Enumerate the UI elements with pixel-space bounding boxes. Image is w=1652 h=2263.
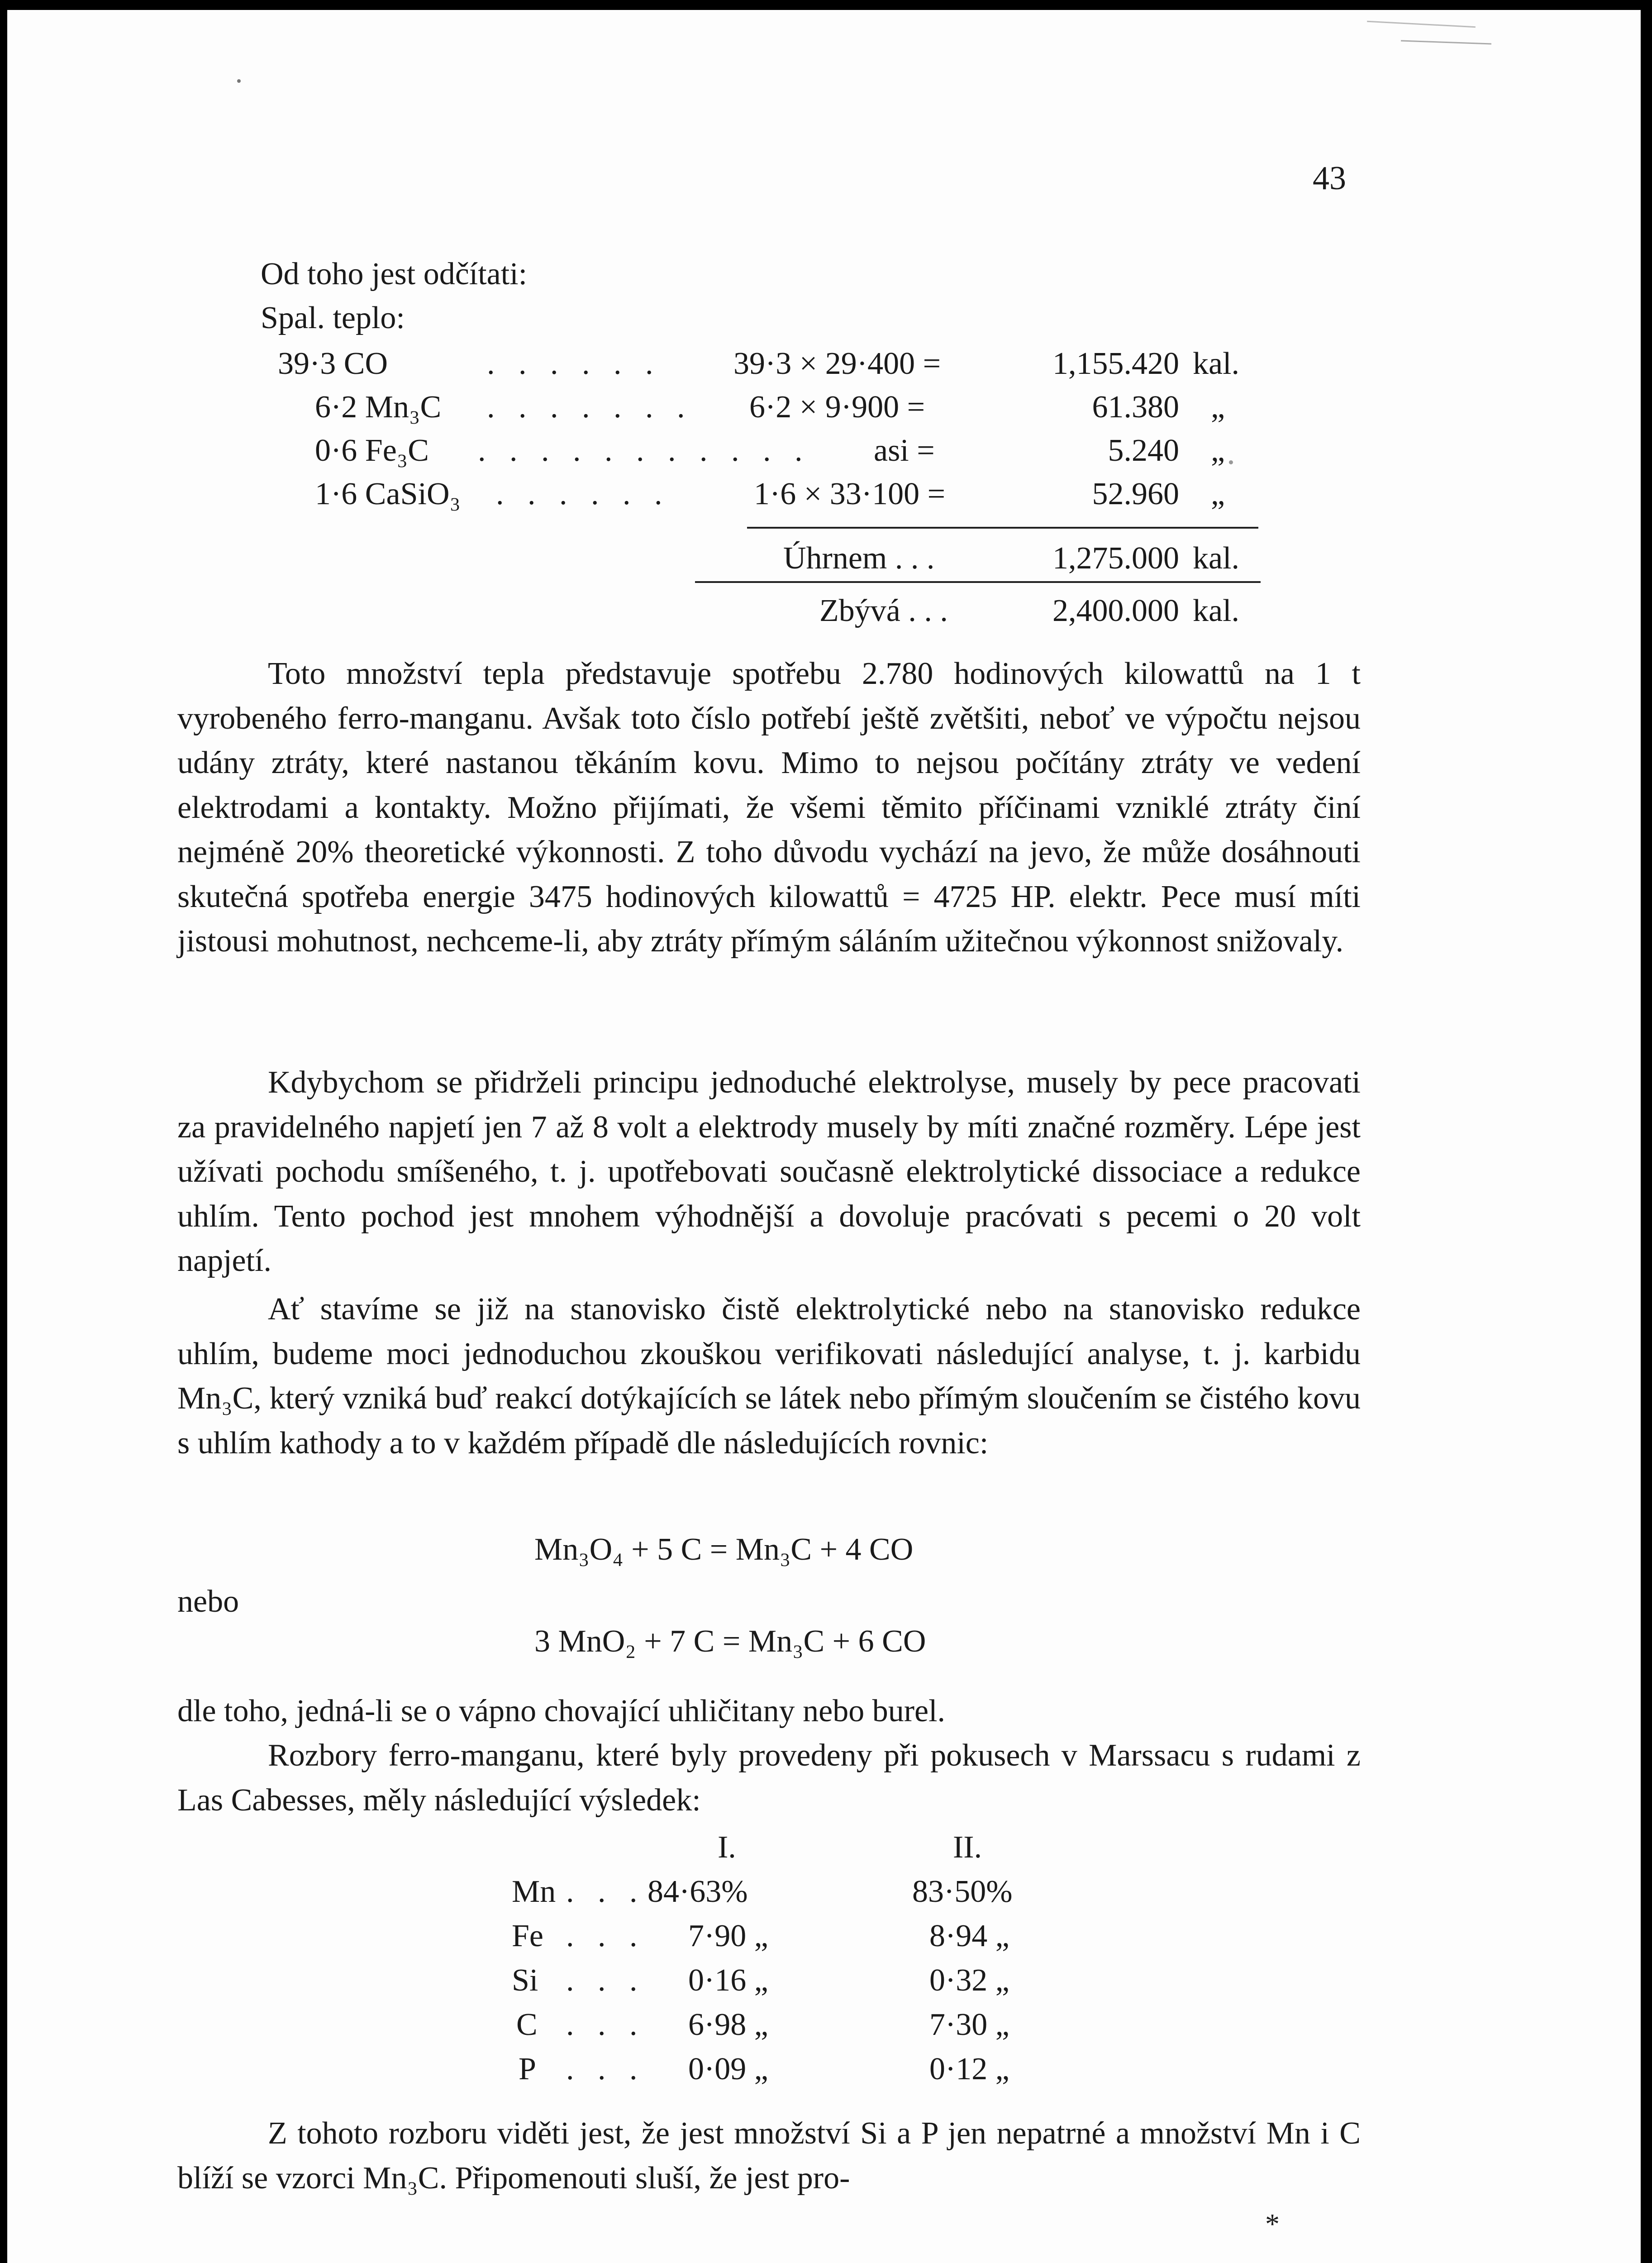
calc-value: 61.380: [1092, 390, 1179, 425]
row-dots: . . .: [566, 1919, 645, 1953]
calc-unit: kal.: [1193, 346, 1240, 381]
signature-mark: *: [1265, 2208, 1280, 2240]
calc-expression: 1·6 × 33·100 =: [754, 477, 946, 511]
element-label: P: [519, 2052, 536, 2086]
calc-dots: . . . . . .: [487, 346, 661, 381]
value-ii: 0·12 „: [929, 2052, 1009, 2086]
calc-dots: . . . . . .: [496, 477, 670, 511]
row-dots: . . .: [566, 2052, 645, 2086]
sum-rule: [747, 527, 1258, 529]
value-ii: 0·32 „: [929, 1963, 1009, 1998]
calc-item: 0·6 Fe₃C: [315, 433, 429, 468]
calc-expression: asi =: [874, 433, 935, 468]
row-dots: . . .: [566, 2007, 645, 2042]
element-label: C: [516, 2007, 538, 2042]
equation: Mn₃O₄ + 5 C = Mn₃C + 4 CO: [534, 1532, 914, 1567]
value-i: 6·98 „: [688, 2007, 768, 2042]
calc-dots: . . . . . . .: [487, 390, 693, 425]
difference-rule: [695, 581, 1261, 583]
intro-line: Spal. teplo:: [261, 301, 405, 335]
remainder-label: Zbývá . . .: [819, 593, 948, 628]
intro-line: Od toho jest odčítati:: [261, 257, 528, 291]
calc-item: 6·2 Mn₃C: [315, 390, 442, 425]
value-i: 0·09 „: [688, 2052, 768, 2086]
paragraph: Ať stavíme se již na stanovisko čistě elektrolytické nebo na stanovisko redukce uhlím, budeme moci jednoduchou zkouškou verifikovati následující analyse, t. j. karbidu Mn₃C, který vzniká buď reakcí dotýkajících se látek nebo přímým sloučením se čistého kovu s uhlím kathody a to v každém případě dle následujících rovnic:: [177, 1292, 1361, 1461]
calc-item: 1·6 CaSiO₃: [315, 477, 461, 511]
value-i: 7·90 „: [688, 1919, 768, 1953]
value-ii: 8·94 „: [929, 1919, 1009, 1953]
paragraph: Kdybychom se přidrželi principu jednoduché elektrolyse, musely by pece pracovati za pravidelného napjetí jen 7 až 8 volt a elektrody musely by míti značné rozměry. Lépe jest užívati pochodu smíšeného, t. j. upotřebovati současně elektrolytické dissociace a redukce uhlím. Tento pochod jest mnohem výhodnější a dovoluje pracóvati s pecemi o 20 volt napjetí.: [177, 1065, 1361, 1278]
calc-value: 52.960: [1092, 477, 1179, 511]
value-i: 84·63%: [647, 1874, 748, 1909]
page-number: 43: [1313, 160, 1346, 197]
equation-connector: nebo: [177, 1584, 239, 1619]
remainder-unit: kal.: [1193, 593, 1240, 628]
calc-unit: „: [1211, 477, 1225, 511]
paragraph: Toto množství tepla představuje spotřebu 2.780 hodinových kilowattů na 1 t vyrobeného ferro-manganu. Avšak toto číslo potřebí ještě zvětšiti, neboť ve výpočtu nejsou udány ztráty, které nastanou těkáním kovu. Mimo to nejsou počítány ztráty ve vedení elektrodami a kontakty. Možno přijímati, že všemi těmito příčinami vzniklé ztráty činí nejméně 20% theoretické výkonnosti. Z toho důvodu vychází na jevo, že může dosáhnouti skutečná spotřeba energie 3475 hodinových kilowattů = 4725 HP. elektr. Pece musí míti jistousi mohutnost, nechceme-li, aby ztráty přímým sáláním užitečnou výkonnost snižovaly.: [177, 656, 1361, 959]
scan-artifact-dot: [237, 79, 241, 83]
total-value: 1,275.000: [1052, 541, 1179, 576]
calc-unit: „: [1211, 390, 1225, 425]
page: [7, 10, 1641, 2263]
calc-unit: „: [1211, 433, 1225, 468]
element-label: Si: [512, 1963, 538, 1998]
remainder-value: 2,400.000: [1052, 593, 1179, 628]
element-label: Fe: [512, 1919, 543, 1953]
scan-artifact-dot: [1229, 460, 1233, 464]
column-header: II.: [953, 1830, 982, 1865]
row-dots: . . .: [566, 1963, 645, 1998]
element-label: Mn: [512, 1874, 556, 1909]
total-unit: kal.: [1193, 541, 1240, 576]
value-ii: 83·50%: [912, 1874, 1013, 1909]
scan-artifact-line: [1401, 40, 1491, 45]
calc-expression: 6·2 × 9·900 =: [749, 390, 925, 425]
paragraph: Rozbory ferro-manganu, které byly provedeny při pokusech v Marssacu s rudami z Las Cabesses, měly následující výsledek:: [177, 1738, 1361, 1818]
calc-value: 1,155.420: [1052, 346, 1179, 381]
total-label: Úhrnem . . .: [783, 541, 935, 576]
calc-expression: 39·3 × 29·400 =: [733, 346, 941, 381]
equation: 3 MnO₂ + 7 C = Mn₃C + 6 CO: [534, 1624, 926, 1659]
scan-artifact-line: [1367, 21, 1476, 28]
calc-dots: . . . . . . . . . . .: [478, 433, 810, 468]
value-ii: 7·30 „: [929, 2007, 1009, 2042]
value-i: 0·16 „: [688, 1963, 768, 1998]
paragraph: Z tohoto rozboru viděti jest, že jest množství Si a P jen nepatrné a množství Mn i C blíží se vzorci Mn₃C. Připomenouti sluší, že jest pro-: [177, 2116, 1361, 2196]
column-header: I.: [718, 1830, 736, 1865]
calc-item: 39·3 CO: [278, 346, 388, 381]
row-dots: . . .: [566, 1874, 645, 1909]
calc-value: 5.240: [1108, 433, 1179, 468]
paragraph: dle toho, jedná-li se o vápno chovající uhličitany nebo burel.: [177, 1694, 946, 1728]
